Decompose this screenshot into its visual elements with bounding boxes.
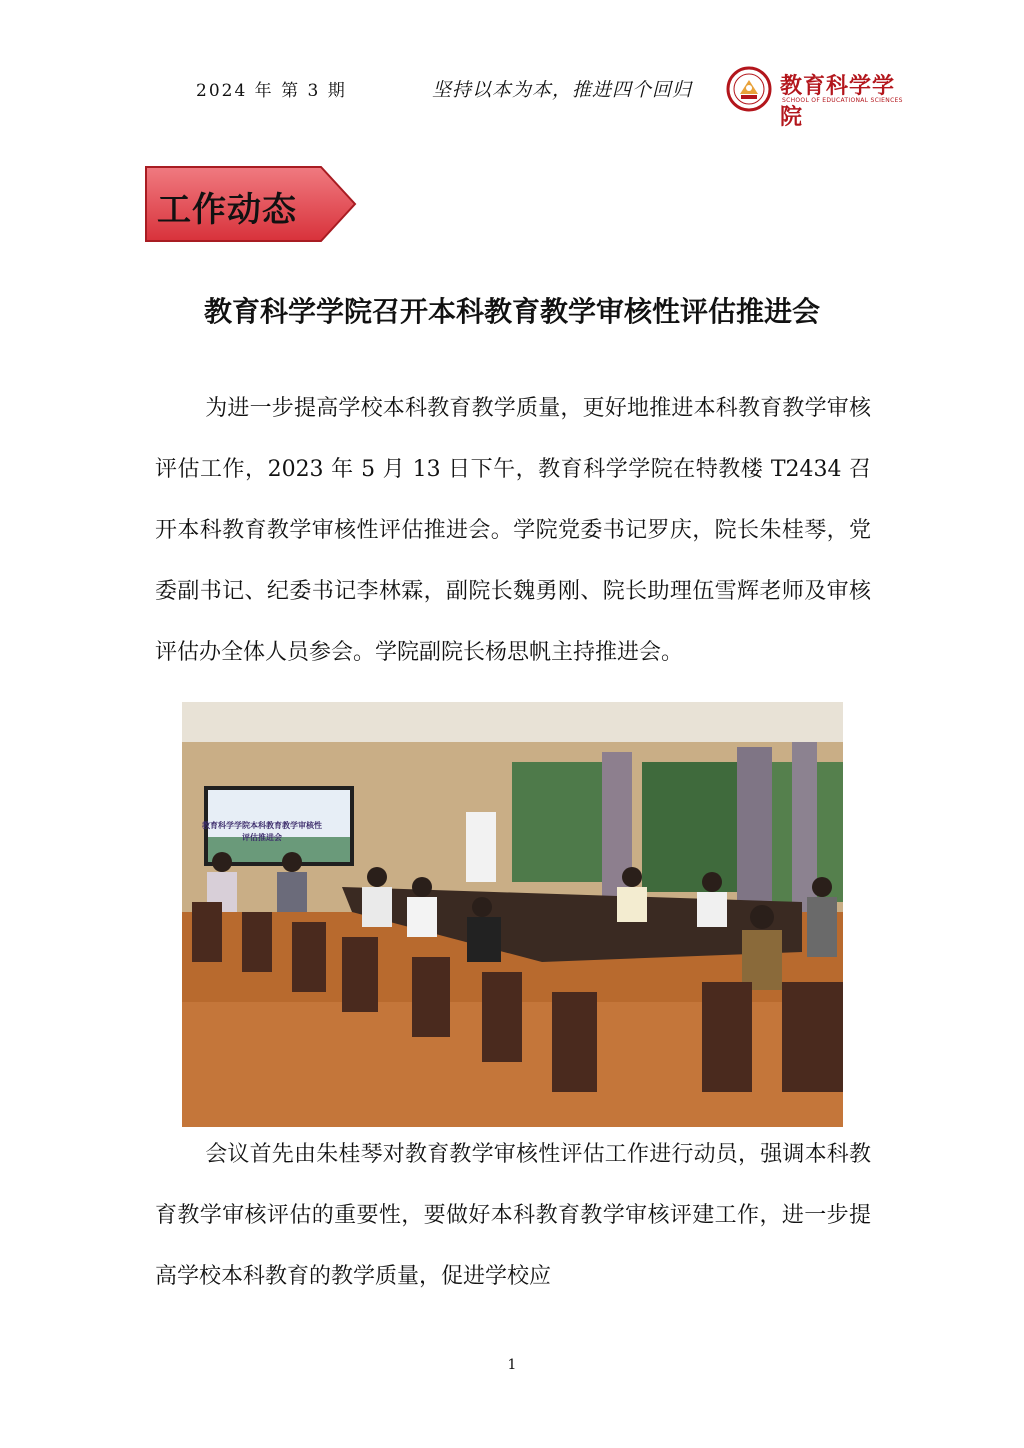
meeting-photo-image [182, 702, 843, 1127]
school-logo [726, 66, 906, 130]
meeting-photo [182, 702, 843, 1127]
article-paragraph-1: 为进一步提高学校本科教育教学质量，更好地推进本科教育教学审核评估工作，2023 年 5 月 13 日下午，教育科学学院在特教楼 T2434 召开本科教育教学审核性评估推进会。学院党委书记罗庆，院长朱桂琴，党委副书记、纪委书记李林霖，副院长魏勇刚、院长助理伍雪辉老师及审核评估办全体人员参会。学院副院长杨思帆主持推进会。 [155, 396, 871, 665]
header-motto: 坚持以本为本，推进四个回归 [432, 79, 693, 101]
page-header [0, 66, 1024, 130]
issue-number: 2024 年 第 3 期 [196, 81, 347, 101]
article-title: 教育科学学院召开本科教育教学审核性评估推进会 [203, 295, 820, 328]
section-tag [145, 166, 357, 242]
page-number: 1 [507, 1357, 517, 1373]
photo-screen-text: 教育科学学院本科教育教学审核性评估推进会 [202, 821, 322, 842]
logo-english-name: SCHOOL OF EDUCATIONAL SCIENCES [782, 97, 903, 104]
section-label: 工作动态 [157, 190, 297, 230]
article-paragraph-2: 会议首先由朱桂琴对教育教学审核性评估工作进行动员，强调本科教育教学审核评估的重要性，要做好本科教育教学审核评建工作，进一步提高学校本科教育的教学质量，促进学校应 [155, 1142, 871, 1289]
logo-name: 教育科学学院 [780, 73, 896, 130]
school-seal-icon [726, 66, 772, 112]
